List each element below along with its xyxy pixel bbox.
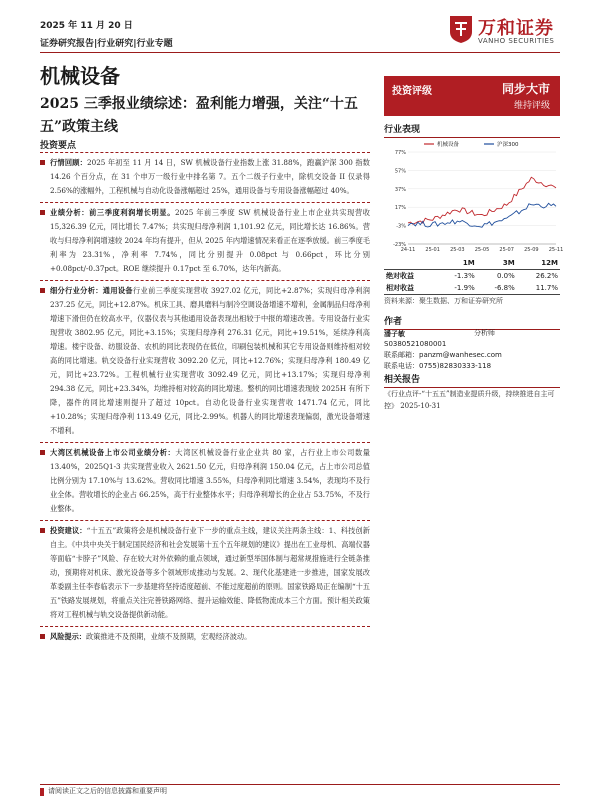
invest-point-text: 行业前三季度实现营收 3927.02 亿元，同比+2.87%；实现归母净利润 237.25 亿元，同比+12.87%。机床工具、磨具磨料与制冷空调设备增速不增利，金属制品归母净利增速下滑但仍在较高水平，仪器仪表与其他通用设备表现出相较于中报的增速改善。专用设备行业实现营收 3802.95 亿元，同比+3.15%；实现归母净利 276.31 亿元，同比+19.51%，延续净利高增速。楼宇设备、纺服设备、农机的同比表现仍在低位，印刷包装机械和其它专用设备则维持相对较高的同比增速。轨交设备行业实现营收 3092.20 亿元，同比+12.76%；实现归母净利 180.49 亿元，同比+23.72%。工程机械行业实现营收 3092.49 亿元，同比+13.17%；实现归母净利 294.38 亿元，同比+23.34%，均维持相对较高的同比增速。整机的同比增速表现较 2025H 有所下降，器件的同比增速则提升了超过 10pct。自动化设备行业实现营收 1471.74 亿元，同比+10.28%；实现归母净利 113.49 亿元，同比-2.99%。机器人的同比增速表现偏弱，激光设备增速不增利。 [50,286,370,435]
author-cert: S0380521080001 [384,340,447,348]
y-tick-label: -3% [396,223,406,230]
abs-return-label: 绝对收益 [384,269,437,282]
report-subtitle: 2025 三季报业绩综述：盈利能力增强，关注“十五五”政策主线 [40,96,358,135]
invest-point [40,442,370,520]
table-header-blank [384,258,437,269]
y-tick-label: -23% [393,242,406,248]
invest-point-lead: 风险提示： [50,632,86,641]
author-section-title: 作者 [384,314,560,330]
header-date: 2025 年 11 月 20 日 [40,21,133,31]
invest-point-lead: 投资建议： [50,526,87,535]
related-section-title: 相关报告 [384,372,560,388]
invest-point [40,202,370,280]
invest-point-text: 大湾区机械设备行业企业共 80 家，占行业上市公司数量 13.40%，2025Q1-3 共实现营业收入 2621.50 亿元，归母净利润 150.04 亿元，占上市公司总值比例分别为 17.10%与 13.62%。营收同比增速 3.55%，归母净利同比增速 3.54%，表现均不及行业全体。营收增长的企业占 66.25%，高于行业整体水平；归母净利增长的企业占 53.75%，不及行业整体。 [50,448,370,513]
invest-point [40,280,370,442]
header-category: 证券研究报告|行业研究|行业专题 [40,39,173,49]
abs-return-12m: 26.2% [517,269,560,282]
invest-points-label: 投资要点 [40,141,77,151]
series-line-csi300 [408,203,556,227]
footer-rule [40,784,560,785]
header-rule [40,52,560,53]
rel-return-12m: 11.7% [517,282,560,295]
x-tick-label: 25-09 [524,247,539,253]
invest-point [40,626,370,648]
y-tick-label: 37% [394,186,406,193]
x-tick-label: 25-07 [499,247,514,253]
table-header-1m: 1M [462,259,475,268]
author-phone: 联系电话：0755)82830333-118 [384,362,492,370]
table-header-12m: 12M [541,259,558,268]
author-block [384,328,560,372]
author-role: 分析师 [474,329,495,337]
x-tick-label: 24-11 [400,247,416,253]
rel-return-1m: -1.9% [437,282,477,295]
performance-section-title: 行业表现 [384,122,560,138]
invest-point-text: 2025 年前三季度 SW 机械设备行业上市企业共实现营收 15,326.39 亿元，同比增长 7.47%；共实现归母净利润 1,101.92 亿元，同比增长达 16.86%。营收与归母净利润增速较 2024 年均有提升，但从 2025 年内增速情况来看正在逐季放缓。前三季度毛利率为 23.31%，净利率 7.74%，同比分别提升 0.08pct 与 0.66pct，环比分别+0.08pct/-0.37pct。ROE 继续提升 0.17pct 至 6.70%，达年内新高。 [50,208,370,273]
invest-point [40,520,370,626]
y-tick-label: 57% [394,168,406,175]
brand-name-cn: 万和证券 [478,18,554,39]
invest-point-lead: 行情回顾： [50,158,88,167]
performance-chart [384,136,564,256]
brand-name-en: VANHO SECURITIES [478,37,555,45]
related-report-link[interactable]: 《行业点评-“十五五”制造业提质升级，持续推进自主可控》 2025-10-31 [384,390,555,410]
author-name-row [384,328,560,339]
series-line-machinery [408,177,556,224]
performance-source: 资料来源：聚生数据、万和证券研究所 [384,297,503,305]
footer-mark [40,788,44,796]
brand-logo [448,14,570,48]
author-name: 潘子敏 [384,329,405,338]
invest-points [40,152,370,648]
legend-csi300-label: 沪深300 [497,142,519,148]
rating-box [384,76,560,116]
x-tick-label: 25-11 [548,247,564,253]
y-tick-label: 77% [394,150,406,156]
legend-machinery-label: 机械设备 [437,142,460,148]
invest-point-lead: 大湾区机械设备上市公司业绩分析： [50,448,176,457]
abs-return-1m: -1.3% [437,269,477,282]
rating-label: 投资评级 [392,86,432,97]
rating-value: 同步大市 [501,82,550,96]
y-tick-label: 17% [394,205,406,212]
x-tick-label: 25-01 [425,247,440,253]
brand-mark-icon [448,14,474,44]
invest-point [40,152,370,202]
invest-point-text: “十五五”政策将会是机械设备行业下一步的重点主线，建议关注两条主线：1、科技创新自主。《中共中央关于制定国民经济和社会发展第十五个五年规划的建议》提出在工业母机、高端仪器等面临“卡脖子”风险、存在较大对外依赖的重点领域，通过新型举国体制与超常规措施进行全链条推动，预期将对机床、激光设备等多个领域形成推动与发展。2、现代化基建进一步推进，国家发展改革委副主任李春临表示下一步基建将坚持适度超前、不能过度超前的原则。国家铁路局正在编制“十五五”铁路发展规划，将重点关注完善铁路网络、提升运输效能、降低物流成本三个方面。预计相关政策将对工程机械与轨交设备提供新动能。 [50,526,370,619]
invest-point-lead: 业绩分析：前三季度利润增长明显。 [50,208,176,217]
abs-return-3m: 0.0% [477,269,517,282]
invest-point-lead: 细分行业分析：通用设备 [50,286,133,295]
sector-title: 机械设备 [40,64,120,88]
rel-return-3m: -6.8% [477,282,517,295]
x-tick-label: 25-03 [450,247,465,253]
rel-return-label: 相对收益 [384,282,437,295]
invest-point-text: 政策推进不及预期，业绩不及预期，宏观经济波动。 [85,632,252,641]
table-header-3m: 3M [502,259,515,268]
rating-keep: 维持评级 [513,101,550,111]
footer-disclaimer: 请阅读正文之后的信息披露和重要声明 [48,787,167,795]
author-email[interactable]: 联系邮箱：panzm@wanhesec.com [384,351,502,359]
invest-point-text: 2025 年初至 11 月 14 日，SW 机械设备行业指数上涨 31.88%，跑赢沪深 300 指数 14.26 个百分点，在 31 个申万一级行业中排名第 7。五个二级子行业中，除机交设备 II 仅录得 2.56%的涨幅外，工程机械与自动化设备涨幅超过 25%，通用设备与专用设备涨幅超过 40%。 [50,158,370,195]
x-tick-label: 25-05 [474,247,490,253]
performance-table [384,258,560,295]
